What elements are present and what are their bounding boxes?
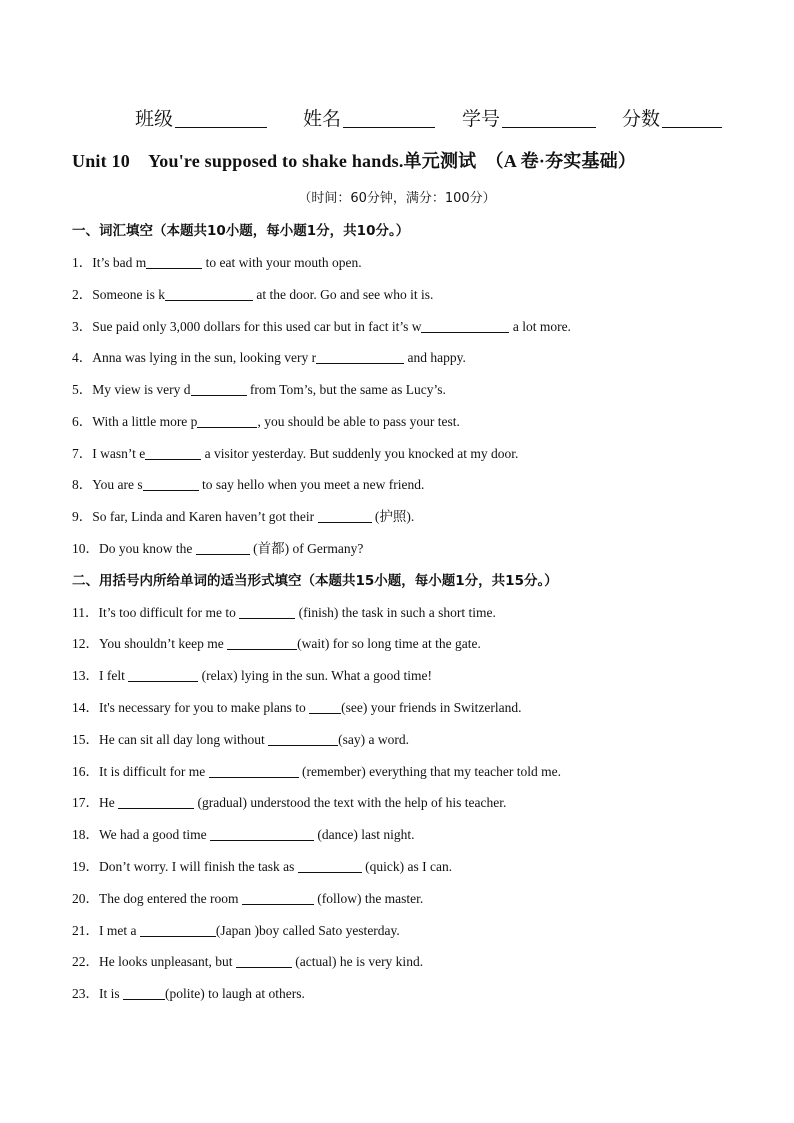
question-number: 20． [72,891,99,906]
question-number: 4． [72,350,93,365]
question-item [72,632,481,652]
question-text-before: So far, Linda and Karen haven’t got their [92,509,318,524]
question-item [72,378,446,398]
question-item [72,346,466,366]
question-item [72,791,506,811]
question-number: 8． [72,477,93,492]
name-label: 姓名 [303,108,342,130]
answer-blank[interactable] [298,860,362,873]
answer-blank[interactable] [191,383,247,396]
score-label: 分数 [622,108,661,130]
question-item [72,664,432,684]
question-number: 10． [72,541,99,556]
question-item [72,410,460,430]
question-number: 23． [72,986,99,1001]
question-text-before: It is [99,986,124,1001]
question-number: 21． [72,923,99,938]
question-number: 9． [72,509,93,524]
answer-blank[interactable] [242,892,314,905]
name-field [303,104,435,131]
question-number: 12． [72,636,99,651]
question-number: 19． [72,859,99,874]
question-text-before: We had a good time [99,827,211,842]
student-id-label: 学号 [462,108,501,130]
question-text-before: It’s bad m [92,255,147,270]
question-item [72,473,424,493]
question-text-after: (gradual) understood the text with the help of his teacher. [194,795,507,810]
student-id-field [462,104,596,131]
question-item [72,601,496,621]
question-text-after: (polite) to laugh at others. [165,986,305,1001]
question-number: 2． [72,287,93,302]
class-blank[interactable] [175,109,267,128]
question-text-after: a visitor yesterday. But suddenly you knocked at my door. [201,446,519,461]
question-text-after: (relax) lying in the sun. What a good time! [198,668,432,683]
question-text-before: You shouldn’t keep me [99,636,228,651]
question-text-before: I met a [99,923,140,938]
question-number: 15． [72,732,99,747]
question-text-before: Do you know the [99,541,196,556]
answer-blank[interactable] [123,987,165,1000]
question-text-before: The dog entered the room [99,891,242,906]
question-item [72,919,400,939]
question-text-before: I felt [99,668,129,683]
question-text-after: at the door. Go and see who it is. [253,287,434,302]
question-text-after: from Tom’s, but the same as Lucy’s. [246,382,446,397]
question-text-before: My view is very d [92,382,191,397]
score-blank[interactable] [662,109,722,128]
question-text-after: (wait) for so long time at the gate. [297,636,481,651]
question-number: 6． [72,414,93,429]
question-text-after: (actual) he is very kind. [291,954,424,969]
question-number: 18． [72,827,99,842]
question-text-before: Someone is k [92,287,165,302]
answer-blank[interactable] [145,447,201,460]
question-text-after: (Japan )boy called Sato yesterday. [215,923,400,938]
answer-blank[interactable] [140,924,216,937]
answer-blank[interactable] [316,351,404,364]
answer-blank[interactable] [128,669,198,682]
question-number: 14． [72,700,99,715]
question-item [72,950,423,970]
question-text-before: He can sit all day long without [99,732,269,747]
answer-blank[interactable] [239,606,295,619]
question-text-before: It is difficult for me [99,764,209,779]
answer-blank[interactable] [227,637,297,650]
answer-blank[interactable] [209,765,299,778]
question-text-after: to eat with your mouth open. [202,255,362,270]
question-item [72,887,423,907]
question-text-after: to say hello when you meet a new friend. [198,477,425,492]
question-item [72,823,414,843]
answer-blank[interactable] [210,828,314,841]
section-heading-vocabulary: 一、词汇填空（本题共10小题，每小题1分，共10分。） [72,223,410,239]
question-number: 13． [72,668,99,683]
answer-blank[interactable] [236,955,292,968]
question-text-after: (finish) the task in such a short time. [295,605,496,620]
question-item [72,696,521,716]
question-text-before: With a little more p [92,414,198,429]
question-text-before: I wasn’t e [92,446,146,461]
question-item [72,315,571,335]
question-number: 3． [72,319,93,334]
question-text-before: It's necessary for you to make plans to [99,700,310,715]
question-item [72,283,433,303]
question-item [72,982,305,1002]
question-text-before: Anna was lying in the sun, looking very r [92,350,317,365]
question-item [72,728,409,748]
question-item [72,442,518,462]
question-item [72,855,452,875]
student-id-blank[interactable] [502,109,596,128]
question-text-before: He [99,795,119,810]
question-number: 5． [72,382,93,397]
answer-blank[interactable] [421,320,509,333]
question-text-after: (see) your friends in Switzerland. [341,700,522,715]
question-text-after: (remember) everything that my teacher told me. [298,764,562,779]
question-item [72,537,363,557]
answer-blank[interactable] [318,510,372,523]
score-field [622,104,722,131]
question-text-after: (follow) the master. [313,891,424,906]
question-text-after: a lot more. [509,319,571,334]
question-text-before: He looks unpleasant, but [99,954,236,969]
question-number: 17． [72,795,99,810]
question-text-after: , you should be able to pass your test. [257,414,460,429]
class-field [135,104,267,131]
answer-blank[interactable] [146,256,202,269]
question-text-after: and happy. [404,350,466,365]
page-title: Unit 10 You're supposed to shake hands.单元测试 （A 卷·夯实基础） [72,151,637,171]
question-number: 11． [72,605,99,620]
question-number: 7． [72,446,93,461]
class-label: 班级 [135,108,174,130]
question-text-before: Sue paid only 3,000 dollars for this used car but in fact it’s w [92,319,422,334]
question-number: 1． [72,255,93,270]
question-text-after: (首都) of Germany? [249,541,364,556]
question-text-before: You are s [92,477,143,492]
exam-info: （时间：60分钟，满分：100分） [298,191,496,206]
question-text-before: Don’t worry. I will finish the task as [99,859,298,874]
question-text-after: (say) a word. [338,732,409,747]
question-number: 22． [72,954,99,969]
answer-blank[interactable] [165,288,253,301]
answer-blank[interactable] [143,478,199,491]
answer-blank[interactable] [118,796,194,809]
question-text-after: (quick) as I can. [361,859,453,874]
answer-blank[interactable] [197,415,257,428]
question-text-after: (护照). [371,509,415,524]
name-blank[interactable] [343,109,435,128]
question-text-after: (dance) last night. [314,827,415,842]
answer-blank[interactable] [268,733,338,746]
question-number: 16． [72,764,99,779]
answer-blank[interactable] [196,542,250,555]
section-heading-word-forms: 二、用括号内所给单词的适当形式填空（本题共15小题，每小题1分，共15分。） [72,573,558,589]
question-text-before: It’s too difficult for me to [98,605,240,620]
question-item [72,760,561,780]
answer-blank[interactable] [309,701,341,714]
question-item [72,251,362,271]
question-item [72,505,414,525]
